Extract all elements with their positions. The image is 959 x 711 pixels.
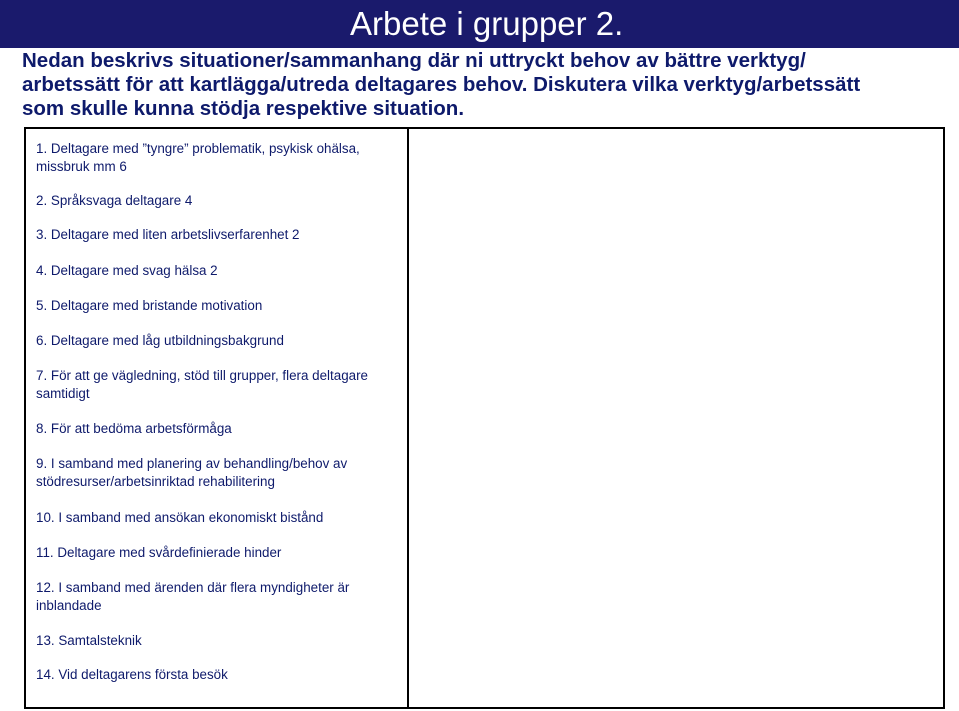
intro-text [22,49,942,121]
intro-line: Nedan beskrivs situationer/sammanhang där ni uttryckt behov av bättre verktyg/ [22,49,806,72]
list-item [36,297,401,315]
list-item [36,420,401,438]
list-item [36,226,401,244]
content-table-border [24,127,945,709]
list-item-line: 9. I samband med planering av behandling/behov av [36,456,348,471]
list-item-line: 2. Språksvaga deltagare 4 [36,193,193,208]
list-item [36,140,401,176]
list-item-line: 13. Samtalsteknik [36,633,142,648]
list-item [36,632,401,650]
column-divider [407,127,409,709]
list-item-line: 5. Deltagare med bristande motivation [36,298,263,313]
list-item-line: 3. Deltagare med liten arbetslivserfarenhet 2 [36,227,300,242]
list-item [36,579,401,615]
list-item [36,455,401,491]
list-item-line: 4. Deltagare med svag hälsa 2 [36,263,218,278]
list-item-line: 11. Deltagare med svårdefinierade hinder [36,545,282,560]
list-item [36,192,401,210]
list-item-line: samtidigt [36,386,90,401]
intro-line: som skulle kunna stödja respektive situation. [22,97,465,120]
list-item [36,509,401,527]
list-item-line: 10. I samband med ansökan ekonomiskt bistånd [36,510,324,525]
list-item-line: 6. Deltagare med låg utbildningsbakgrund [36,333,284,348]
list-item [36,367,401,403]
list-item [36,262,401,280]
list-item-line: 1. Deltagare med ”tyngre” problematik, psykisk ohälsa, [36,141,360,156]
intro-line: arbetssätt för att kartlägga/utreda deltagares behov. Diskutera vilka verktyg/arbetssätt [22,73,861,96]
list-item [36,332,401,350]
list-item [36,544,401,562]
list-item-line: 12. I samband med ärenden där flera myndigheter är [36,580,350,595]
list-item-line: 7. För att ge vägledning, stöd till grupper, flera deltagare [36,368,368,383]
slide-title: Arbete i grupper 2. [350,5,624,42]
list-item [36,666,401,684]
list-item-line: inblandade [36,598,102,613]
list-item-line: stödresurser/arbetsinriktad rehabilitering [36,474,275,489]
list-item-line: missbruk mm 6 [36,159,127,174]
list-item-line: 14. Vid deltagarens första besök [36,667,228,682]
list-item-line: 8. För att bedöma arbetsförmåga [36,421,232,436]
